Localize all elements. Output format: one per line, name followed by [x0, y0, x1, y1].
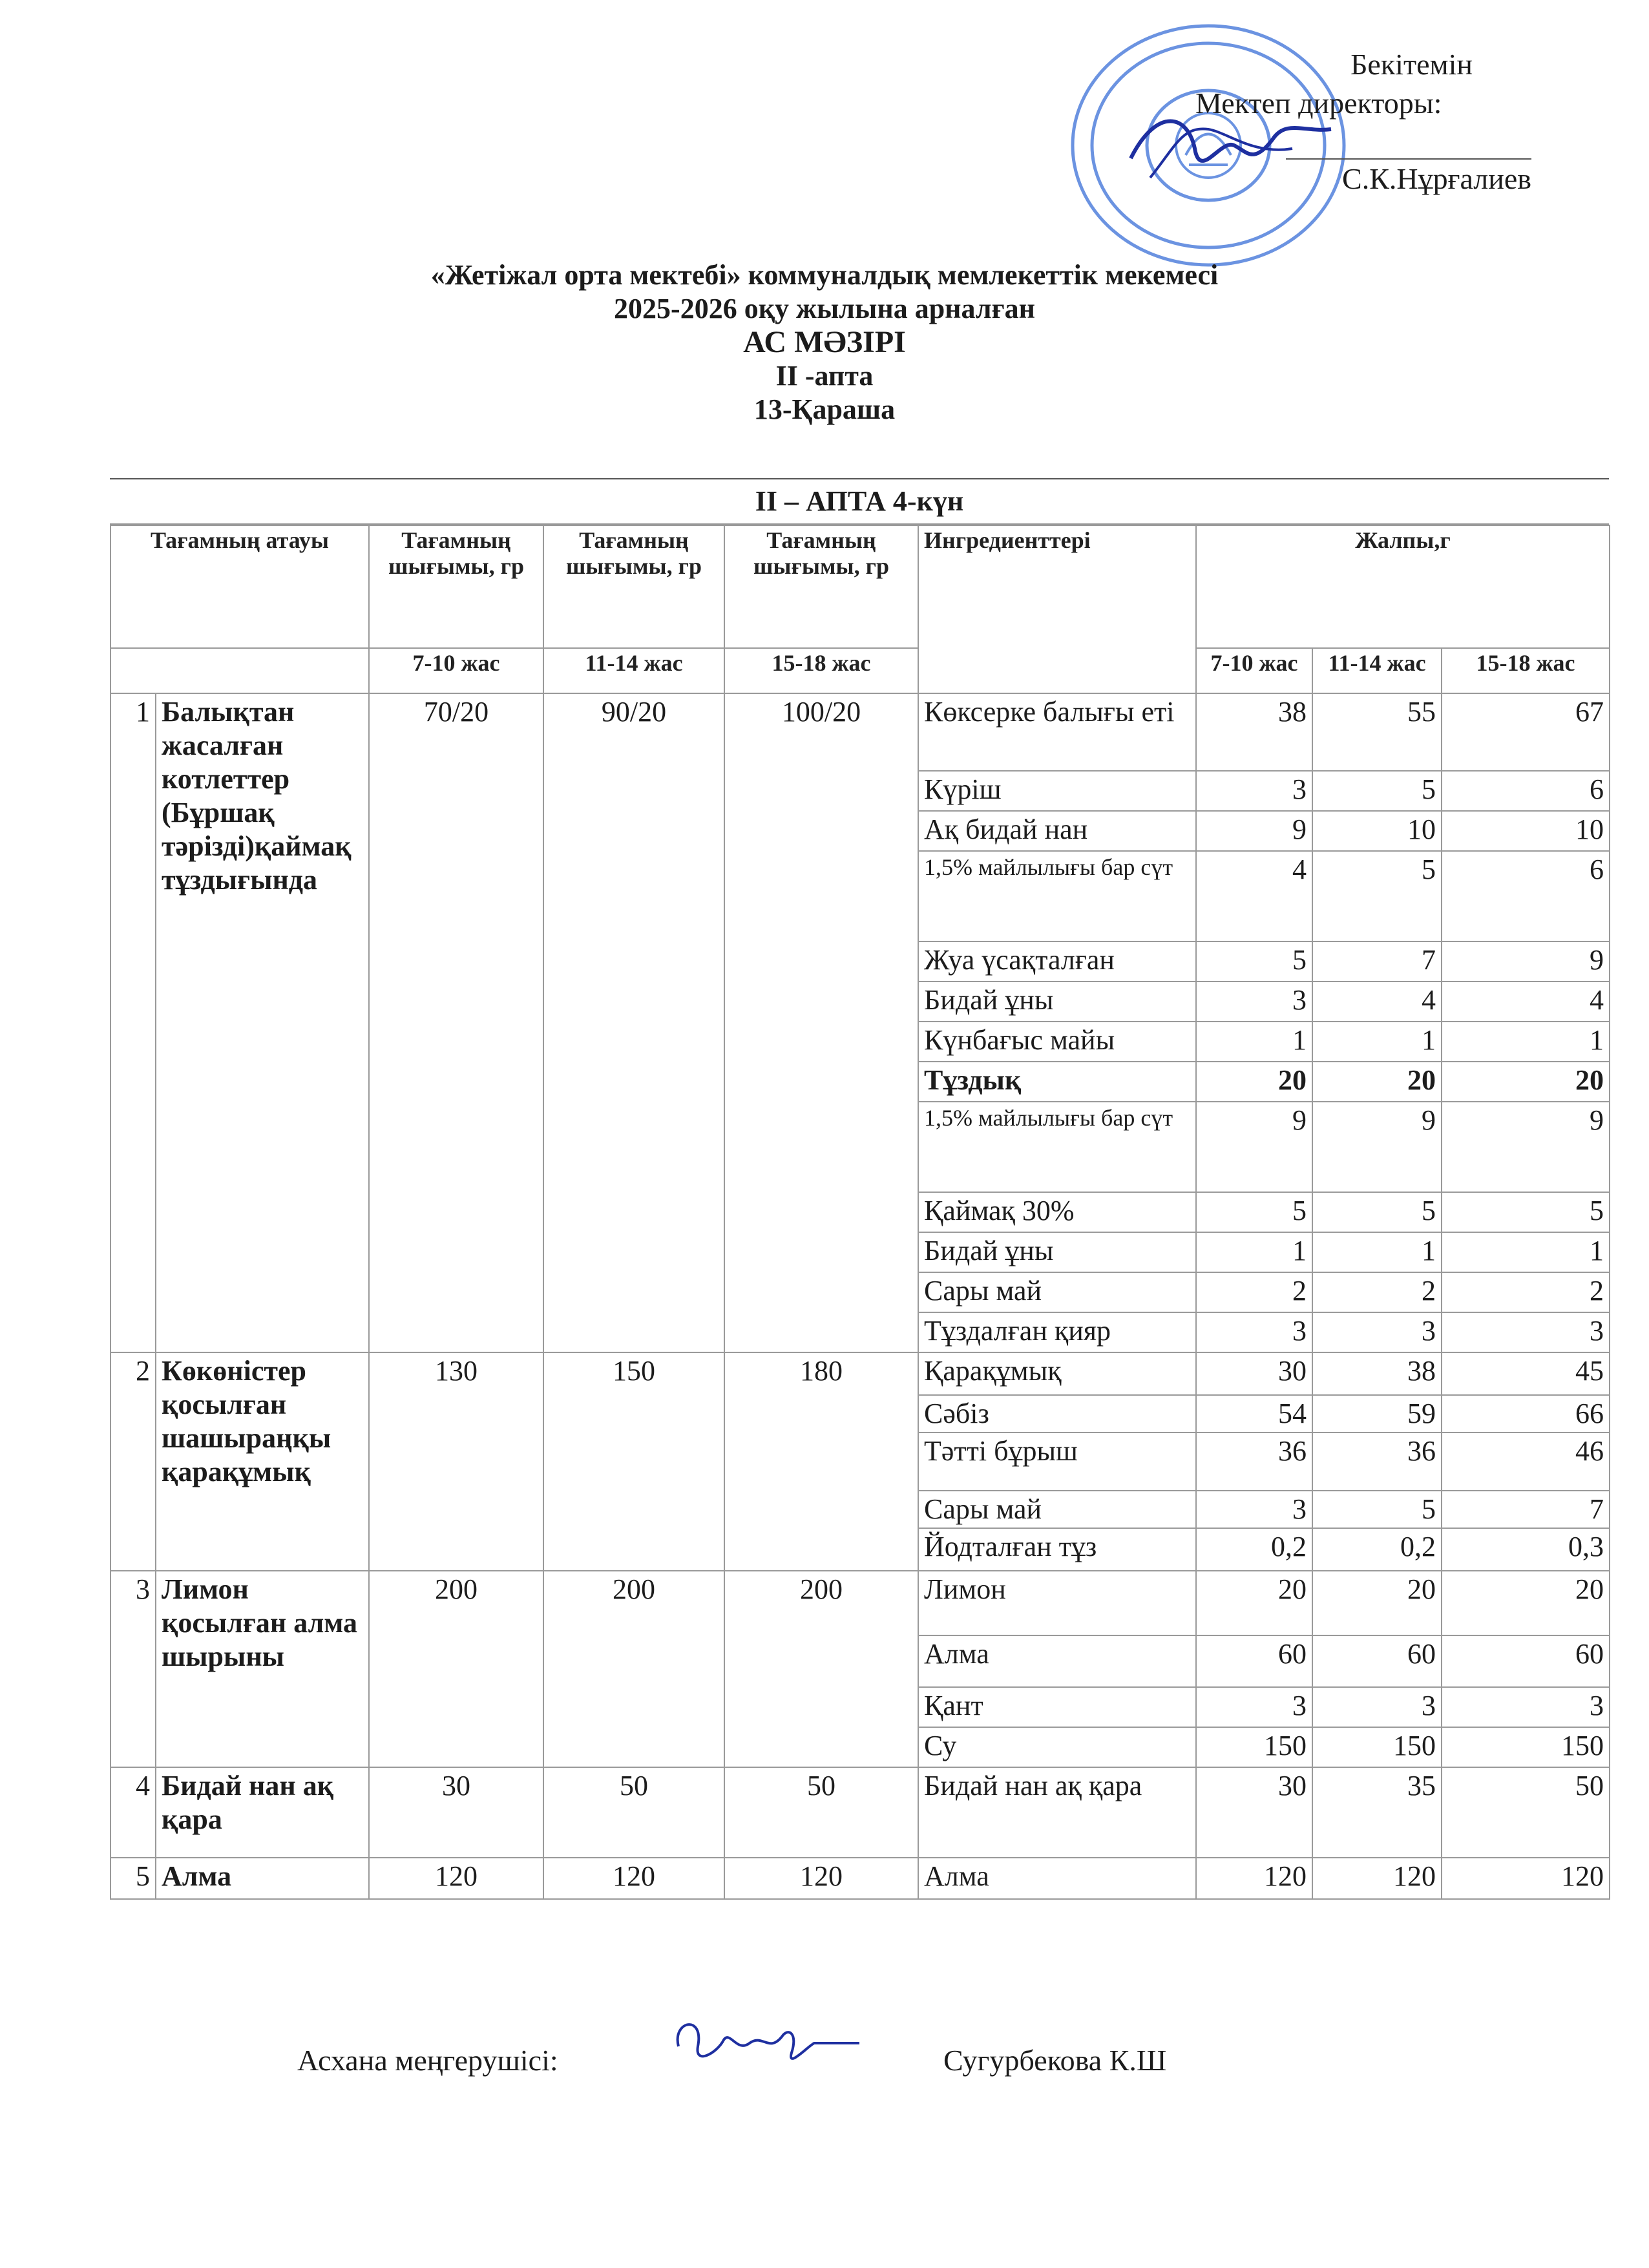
gross-15-18: 9: [1442, 1102, 1610, 1192]
gross-7-10: 5: [1196, 1192, 1312, 1232]
ingredient-name: Қант: [918, 1687, 1196, 1727]
gross-7-10: 9: [1196, 811, 1312, 851]
gross-15-18: 45: [1442, 1352, 1610, 1395]
gross-7-10: 2: [1196, 1272, 1312, 1312]
table-row: [110, 1352, 1610, 1395]
dish-output-15-18: 50: [724, 1767, 918, 1858]
approval-role: Мектеп директоры:: [1195, 87, 1442, 120]
gross-15-18: 7: [1442, 1491, 1610, 1528]
col-gross-15-18: 15-18 жас: [1442, 648, 1610, 693]
ingredient-name: Жуа үсақталған: [918, 941, 1196, 982]
table-row: [110, 693, 1610, 771]
gross-15-18: 46: [1442, 1433, 1610, 1491]
ingredient-name: Көксерке балығы еті: [918, 693, 1196, 771]
gross-11-14: 3: [1312, 1312, 1442, 1352]
gross-7-10: 4: [1196, 851, 1312, 941]
footer-name: Сугурбекова К.Ш: [943, 2044, 1167, 2077]
dish-name: Балықтан жасалған котлеттер (Бұршақ тәрізді)қаймақ тұздығында: [156, 693, 369, 1352]
academic-year: 2025-2026 оқу жылына арналған: [614, 293, 1035, 324]
gross-15-18: 3: [1442, 1312, 1610, 1352]
gross-15-18: 60: [1442, 1635, 1610, 1687]
gross-7-10: 3: [1196, 1491, 1312, 1528]
gross-11-14: 60: [1312, 1635, 1442, 1687]
gross-11-14: 36: [1312, 1433, 1442, 1491]
gross-7-10: 54: [1196, 1395, 1312, 1433]
dish-name: Бидай нан ақ қара: [156, 1767, 369, 1858]
gross-11-14: 7: [1312, 941, 1442, 982]
dish-index: 4: [110, 1767, 156, 1858]
approval-name: С.К.Нұрғалиев: [1286, 158, 1531, 198]
gross-11-14: 20: [1312, 1571, 1442, 1635]
col-gross-11-14: 11-14 жас: [1312, 648, 1442, 693]
ingredient-name: Қаймақ 30%: [918, 1192, 1196, 1232]
gross-11-14: 1: [1312, 1022, 1442, 1062]
footer-role: Асхана меңгерушісі:: [297, 2044, 558, 2077]
col-dish-name: Тағамның атауы: [110, 525, 369, 648]
col-ingredients: Ингредиенттері: [918, 525, 1196, 693]
gross-11-14: 3: [1312, 1687, 1442, 1727]
dish-output-7-10: 30: [369, 1767, 543, 1858]
gross-15-18: 3: [1442, 1687, 1610, 1727]
dish-output-7-10: 120: [369, 1858, 543, 1899]
week-label: ІІ -апта: [775, 360, 874, 392]
ingredient-name: Бидай нан ақ қара: [918, 1767, 1196, 1858]
ingredient-name: Күріш: [918, 771, 1196, 811]
school-name: «Жетіжал орта мектебі» коммуналдық мемлекеттік мекемесі: [430, 259, 1219, 291]
col-output-1: Тағамның шығымы, гр: [369, 525, 543, 648]
gross-7-10: 1: [1196, 1022, 1312, 1062]
gross-7-10: 30: [1196, 1767, 1312, 1858]
dish-name: Көкөністер қосылған шашыраңқы қарақұмық: [156, 1352, 369, 1571]
gross-11-14: 35: [1312, 1767, 1442, 1858]
signature-footer: [297, 2043, 1460, 2095]
ingredient-name: Сары май: [918, 1491, 1196, 1528]
dish-index: 2: [110, 1352, 156, 1571]
ingredient-name: Тәтті бұрыш: [918, 1433, 1196, 1491]
table-row: [110, 1858, 1610, 1899]
gross-15-18: 6: [1442, 851, 1610, 941]
col-gross-7-10: 7-10 жас: [1196, 648, 1312, 693]
gross-15-18: 66: [1442, 1395, 1610, 1433]
gross-7-10: 60: [1196, 1635, 1312, 1687]
dish-output-15-18: 100/20: [724, 693, 918, 1352]
gross-7-10: 30: [1196, 1352, 1312, 1395]
ingredient-name: Бидай ұны: [918, 982, 1196, 1022]
gross-15-18: 150: [1442, 1727, 1610, 1767]
col-output-2: Тағамның шығымы, гр: [543, 525, 724, 648]
ingredient-name: Тұздалған қияр: [918, 1312, 1196, 1352]
menu-table: [110, 525, 1610, 1900]
dish-output-11-14: 90/20: [543, 693, 724, 1352]
header-row: [110, 525, 1610, 648]
dish-index: 5: [110, 1858, 156, 1899]
gross-11-14: 38: [1312, 1352, 1442, 1395]
col-age-15-18: 15-18 жас: [724, 648, 918, 693]
gross-7-10: 20: [1196, 1062, 1312, 1102]
gross-11-14: 20: [1312, 1062, 1442, 1102]
dish-output-7-10: 130: [369, 1352, 543, 1571]
document-header: [0, 258, 1649, 426]
ingredient-name: Күнбағыс майы: [918, 1022, 1196, 1062]
dish-output-7-10: 200: [369, 1571, 543, 1767]
gross-7-10: 5: [1196, 941, 1312, 982]
gross-15-18: 4: [1442, 982, 1610, 1022]
gross-15-18: 67: [1442, 693, 1610, 771]
approval-block: [1182, 45, 1544, 198]
ingredient-name: Тұздық: [918, 1062, 1196, 1102]
col-age-7-10: 7-10 жас: [369, 648, 543, 693]
ingredient-name: Йодталған тұз: [918, 1528, 1196, 1571]
gross-15-18: 0,3: [1442, 1528, 1610, 1571]
gross-11-14: 1: [1312, 1232, 1442, 1272]
col-output-3: Тағамның шығымы, гр: [724, 525, 918, 648]
gross-11-14: 5: [1312, 1192, 1442, 1232]
gross-7-10: 3: [1196, 982, 1312, 1022]
ingredient-name: Алма: [918, 1858, 1196, 1899]
gross-7-10: 38: [1196, 693, 1312, 771]
gross-7-10: 20: [1196, 1571, 1312, 1635]
ingredient-name: Қарақұмық: [918, 1352, 1196, 1395]
gross-11-14: 59: [1312, 1395, 1442, 1433]
gross-15-18: 1: [1442, 1022, 1610, 1062]
gross-15-18: 9: [1442, 941, 1610, 982]
menu-title: АС МӘЗІРІ: [743, 325, 906, 359]
manager-signature: [659, 2008, 866, 2085]
gross-7-10: 3: [1196, 1687, 1312, 1727]
ingredient-name: Бидай ұны: [918, 1232, 1196, 1272]
dish-output-11-14: 150: [543, 1352, 724, 1571]
gross-11-14: 4: [1312, 982, 1442, 1022]
gross-7-10: 36: [1196, 1433, 1312, 1491]
gross-11-14: 55: [1312, 693, 1442, 771]
col-gross: Жалпы,г: [1196, 525, 1610, 648]
dish-name: Алма: [156, 1858, 369, 1899]
gross-11-14: 0,2: [1312, 1528, 1442, 1571]
gross-11-14: 5: [1312, 851, 1442, 941]
col-age-11-14: 11-14 жас: [543, 648, 724, 693]
ingredient-name: Су: [918, 1727, 1196, 1767]
gross-7-10: 1: [1196, 1232, 1312, 1272]
gross-15-18: 1: [1442, 1232, 1610, 1272]
gross-11-14: 5: [1312, 771, 1442, 811]
ingredient-name: 1,5% майлылығы бар сүт: [918, 1102, 1196, 1192]
dish-index: 3: [110, 1571, 156, 1767]
gross-15-18: 120: [1442, 1858, 1610, 1899]
table-row: [110, 1571, 1610, 1635]
dish-output-11-14: 120: [543, 1858, 724, 1899]
dish-name: Лимон қосылған алма шырыны: [156, 1571, 369, 1767]
gross-15-18: 5: [1442, 1192, 1610, 1232]
gross-11-14: 120: [1312, 1858, 1442, 1899]
date-label: 13-Қараша: [753, 394, 896, 425]
gross-7-10: 0,2: [1196, 1528, 1312, 1571]
gross-7-10: 3: [1196, 1312, 1312, 1352]
gross-15-18: 10: [1442, 811, 1610, 851]
dish-output-15-18: 200: [724, 1571, 918, 1767]
subheader-row: [110, 648, 1610, 693]
ingredient-name: 1,5% майлылығы бар сүт: [918, 851, 1196, 941]
gross-15-18: 50: [1442, 1767, 1610, 1858]
ingredient-name: Сәбіз: [918, 1395, 1196, 1433]
table-row: [110, 1767, 1610, 1858]
gross-11-14: 9: [1312, 1102, 1442, 1192]
approval-title: Бекітемін: [1350, 48, 1473, 81]
gross-11-14: 2: [1312, 1272, 1442, 1312]
dish-output-7-10: 70/20: [369, 693, 543, 1352]
ingredient-name: Алма: [918, 1635, 1196, 1687]
ingredient-name: Ақ бидай нан: [918, 811, 1196, 851]
dish-output-11-14: 50: [543, 1767, 724, 1858]
gross-15-18: 2: [1442, 1272, 1610, 1312]
dish-index: 1: [110, 693, 156, 1352]
gross-11-14: 10: [1312, 811, 1442, 851]
dish-output-15-18: 120: [724, 1858, 918, 1899]
ingredient-name: Лимон: [918, 1571, 1196, 1635]
gross-7-10: 3: [1196, 771, 1312, 811]
gross-15-18: 6: [1442, 771, 1610, 811]
gross-11-14: 5: [1312, 1491, 1442, 1528]
gross-7-10: 150: [1196, 1727, 1312, 1767]
gross-15-18: 20: [1442, 1571, 1610, 1635]
gross-15-18: 20: [1442, 1062, 1610, 1102]
ingredient-name: Сары май: [918, 1272, 1196, 1312]
gross-11-14: 150: [1312, 1727, 1442, 1767]
gross-7-10: 120: [1196, 1858, 1312, 1899]
dish-output-11-14: 200: [543, 1571, 724, 1767]
gross-7-10: 9: [1196, 1102, 1312, 1192]
dish-output-15-18: 180: [724, 1352, 918, 1571]
day-title: ІІ – АПТА 4-күн: [110, 478, 1609, 525]
